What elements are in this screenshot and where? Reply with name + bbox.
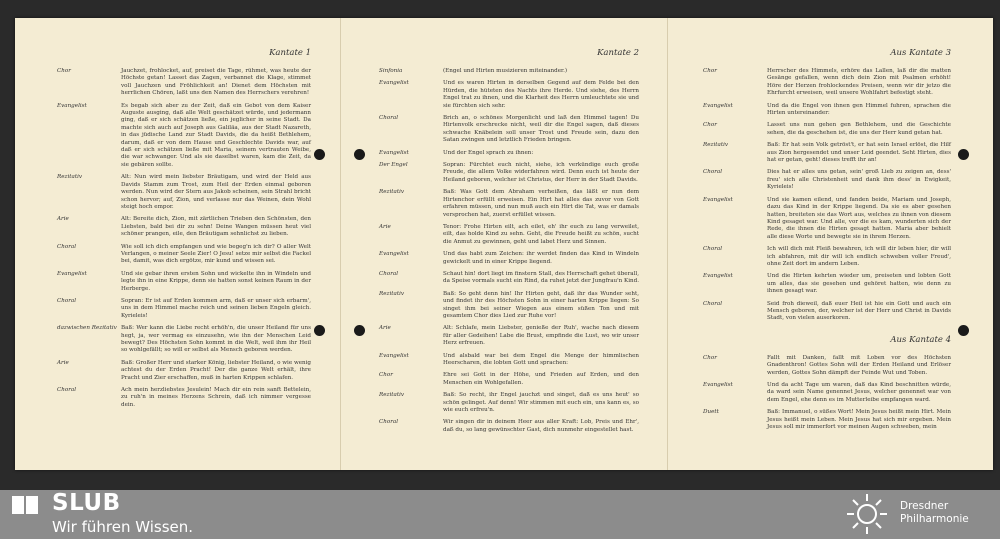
libretto-text: Und es waren Hirten in derselben Gegend auf dem Felde bei den Hürden, die hüteten des Nachts ihre Herde. Und siehe, des Herrn Engel trat zu ihnen, und die Klarheit des Herrn umleuchtete sie und sie fürchten sich sehr. [443,80,639,109]
libretto-text: Schaut hin! dort liegt im finstern Stall, des Herrschaft gehet überall, da Speise vormals sucht ein Rind, da ruhet jetzt der Jungfrau'n Kind. [443,270,639,285]
libretto-text: Ach mein herzliebstes Jesulein! Mach dir ein rein sanft Bettelein, zu ruh'n in meines Herzens Schrein, daß ich nimmer vergesse dein. [121,387,311,408]
libretto-entry [57,103,311,170]
column-title: Aus Kantate 4 [890,334,951,345]
libretto-text: Alt: Schlafe, mein Liebster, genieße der Ruh', wache nach diesem für aller Gedeihen! Labe die Brust, empfinde die Lust, wo wir unser Herz erfreuen. [443,325,639,347]
voice-label: Choral [379,270,399,277]
libretto-text: Alt: Nun wird mein liebster Bräutigam, und wird der Held aus Davids Stamm zum Trost, zum Heil der Erden einmal geboren werden. Nun wird der Stern aus Jakob scheinen, sein Strahl bricht schon hervor; auf, Zion, und verlasse nur das Weinen, dein Wohl steigt hoch empor. [121,174,311,210]
voice-label: Evangelist [703,273,733,280]
libretto-entry [57,68,311,98]
libretto-text: Fallt mit Danken, fallt mit Loben vor des Höchsten Gnadenthron! Gottes Sohn will der Erden Heiland und Erlöser werden, Gottes Sohn dämpft der Feinde Wut und Toben. [767,354,951,376]
libretto-entry [703,197,951,241]
libretto-entry [57,244,311,266]
voice-label: Choral [57,297,77,304]
libretto-entry [379,189,639,219]
voice-label: Evangelist [57,102,87,109]
libretto-entry [703,273,951,295]
voice-label: Choral [703,169,723,176]
libretto-text: Jauchzet, frohlocket, auf, preiset die Tage, rühmet, was heute der Höchste getan! Lasset das Zagen, verbannet die Klage, stimmet voll Jauchzen und Fröhlichkeit an! Dienet dem Höchsten mit herrlichen Chören, laßt uns den Namen des Herrschers verehren! [121,68,311,97]
libretto-entry [379,80,639,110]
libretto-entry [703,142,951,164]
libretto-entry [379,150,639,157]
voice-label: Evangelist [379,352,409,359]
voice-label: Chor [703,354,717,361]
voice-label: Arie [57,359,69,366]
libretto-text: Alt: Bereite dich, Zion, mit zärtlichen Trieben den Schönsten, den Liebsten, bald bei dir zu sehn! Deine Wangen müssen heut viel schöner prangen, eile, den Bräutigam sehnlichst zu lieben. [121,216,311,238]
libretto-entry [379,372,639,387]
libretto-text: Tenor: Frohe Hirten eilt, ach eilet, eh' ihr euch zu lang verweilet, eilt, das holde Kind zu sehn. Geht, die Freude heißt zu schön, sucht die Anmut zu gewinnen, geht und labet Herz und Sinnen. [443,223,639,245]
voice-label: Arie [379,223,391,230]
column-kantate-3-4 [703,48,951,436]
libretto-entry [379,325,639,347]
libretto-entry [379,419,639,434]
punch-hole [354,325,365,336]
libretto-entry [379,162,639,184]
voice-label: Evangelist [379,251,409,258]
libretto-text: Und sie kamen eilend, und fanden beide, Mariam und Joseph, dazu das Kind in der Krippe liegend. Da sie es aber gesehen hatten, breiteten sie das Wort aus, welches zu ihnen von diesem Kind gesaget war. Und alle, vor die es kam, wunderten sich der Rede, die ihnen die Hirten gesagt hatten. Maria aber behielt alle diese Worte und bewegte sie in ihrem Herzen. [767,196,951,240]
libretto-entry [703,68,951,98]
libretto-text: Baß: So geht denn hin! Ihr Hirten geht, daß ihr das Wunder seht, und findet ihr des Höchsten Sohn in einer harten Krippe liegen: So singet ihm bei seiner Wiegen aus einem süßen Ton und mit gesamtem Chor dies Lied zur Ruhe vor! [443,290,639,319]
voice-label: Evangelist [57,270,87,277]
punch-hole [958,149,969,160]
voice-label: Choral [57,243,77,250]
libretto-text: Und da die Engel von ihnen gen Himmel fuhren, sprachen die Hirten untereinander: [767,102,951,117]
voice-label: Choral [703,300,723,307]
voice-label: Duett [703,409,719,416]
voice-label: Arie [379,325,391,332]
libretto-text: Und da acht Tage um waren, daß das Kind beschnitten würde, da ward sein Name genennet Jesus, welcher genennet war von dem Engel, ehe denn es im Mutterleibe empfangen ward. [767,382,951,403]
orchestra-name-line2: Philharmonie [900,513,969,525]
library-tagline: Wir führen Wissen. [52,518,194,536]
orchestra-name [900,500,969,526]
punch-hole [354,149,365,160]
libretto-entry [57,271,311,293]
libretto-text: Ehre sei Gott in der Höhe, und Frieden auf Erden, und den Menschen ein Wohlgefallen. [443,372,639,386]
libretto-text: Wie soll ich dich empfangen und wie begeg'n ich dir? O aller Welt Verlangen, o meiner Seele Zier! O Jesu! setze mir selbst die Fackel bei, damit, was dich ergötze, mir kund und wissen sei. [121,243,312,265]
libretto-text: Lasset uns nun gehen gen Bethlehem, und die Geschichte sehen, die da geschehen ist, die uns der Herr kund getan hat. [767,122,951,136]
libretto-text: Baß: Immanuel, o süßes Wort! Mein Jesus heißt mein Hirt. Mein Jesus heißt mein Leben. Mein Jesus hat sich mir ergeben. Mein Jesus soll mir immerfort vor meinen Augen schweben, mein [767,409,951,431]
voice-label: Sinfonia [379,68,403,74]
voice-label: Evangelist [703,382,733,388]
fold-line-left [340,18,341,470]
libretto-entry [57,298,311,320]
punch-hole [314,149,325,160]
column-title: Aus Kantate 3 [890,48,951,58]
column-kantate-1 [57,48,311,414]
libretto-entry [57,387,311,409]
voice-label: Arie [57,216,69,223]
philharmonie-logo-icon [842,492,892,536]
libretto-entry [379,392,639,414]
voice-label: Chor [57,68,71,74]
libretto-text: Seid froh dieweil, daß euer Heil ist hie ein Gott und auch ein Mensch geboren, der, welcher ist der Herr und Christ in Davids Stadt, von vielen auserkoren. [767,300,951,322]
libretto-text: (Engel und Hirten musizieren miteinander.) [443,68,568,74]
voice-label: Chor [703,68,717,74]
libretto-entry [379,115,639,145]
voice-label: Evangelist [379,149,409,156]
libretto-entry [379,291,639,321]
libretto-text: Und sie gebar ihren ersten Sohn und wickelte ihn in Windeln und legte ihn in eine Krippe, denn sie hatten sonst keinen Raum in der Herberge. [121,270,311,292]
libretto-text: Herrscher des Himmels, erhöre das Lallen, laß dir die matten Gesänge gefallen, wenn dich dein Zion mit Psalmen erhöht! Höre der Herzen frohlockendes Preisen, wenn wir dir jetzo die Ehrfurcht erweisen, weil unsere Wohlfahrt befestigt steht. [767,68,951,97]
voice-label: Choral [57,387,77,394]
voice-label: Chor [703,122,717,129]
libretto-text: Es begab sich aber zu der Zeit, daß ein Gebot von dem Kaiser Auguste ausging, daß alle Welt geschätzet würde, und jedermann ging, daß er sich schätzen ließe, ein jeglicher in seine Stadt. Da machte sich auch auf Joseph aus Galiläa, aus der Stadt Nazareth, in das jüdische Land zur Stadt Davids, die da heißt Bethlehem, darum, daß er von dem Hause und Geschlechte Davids war, auf daß er sich schätzen ließe mit Maria, seinem vertrauten Weibe, die war schwanger. Und als sie daselbst waren, kam die Zeit, da sie gebären sollte. [121,102,311,168]
libretto-entry [379,271,639,286]
libretto-text: Brich an, o schönes Morgenlicht und laß den Himmel tagen! Du Hirtenvolk erschrecke nicht, weil dir die Engel sagen, daß dieses schwache Knäbelein soll unser Trost und Freude sein, dazu den Satan zwingen und letztlich Frieden bringen. [443,115,639,144]
libretto-text: Und alsbald war bei dem Engel die Menge der himmlischen Heerscharen, die lobten Gott und sprachen: [443,352,639,366]
voice-label: Choral [379,115,399,122]
libretto-text: Und der Engel sprach zu ihnen: [443,149,534,156]
libretto-entry [57,216,311,238]
voice-label: Evangelist [379,80,409,87]
libretto-text: Baß: So recht, ihr Engel jauchzt und singet, daß es uns heut' so schön gelinget. Auf denn! Wir stimmen mit euch ein, uns kann es, so wie euch erfreu'n. [443,392,639,414]
column-title: Kantate 2 [597,48,639,58]
libretto-text: Sopran: Er ist auf Erden kommen arm, daß er unser sich erbarm', uns in dem Himmel mache reich und seinen lieben Engeln gleich. Kyrieleis! [121,297,311,319]
libretto-entry [57,174,311,211]
column-title: Kantate 1 [269,48,311,58]
libretto-text: Ich will dich mit Fleiß bewahren, ich will dir leben hier, dir will ich abfahren, mit dir will ich endlich schweben voller Freud', ohne Zeit dort im andern Leben. [767,246,951,267]
libretto-entry [703,122,951,137]
slub-book-icon [10,494,40,516]
voice-label: Der Engel [379,162,408,169]
libretto-entry [703,355,951,377]
libretto-text: Und das habt zum Zeichen: ihr werdet finden das Kind in Windeln gewickelt und in einer Krippe liegend. [443,251,639,265]
libretto-text: Baß: Er hat sein Volk getröst't, er hat sein Israel erlöst, die Hilf aus Zion hergesendet und unser Leid geendet. Seht Hirten, dies hat er getan, geht! dieses trefft ihr an! [767,142,951,164]
libretto-entry [379,353,639,368]
libretto-entry [703,301,951,323]
libretto-text: Sopran: Fürchtet euch nicht, siehe, ich verkündige euch große Freude, die allem Volke widerfahren wird. Denn euch ist heute der Heiland geboren, welcher ist Christus, der Herr in der Stadt Davids. [443,162,639,183]
punch-hole [958,325,969,336]
libretto-entry [703,382,951,404]
libretto-text: Dies hat er alles uns getan, sein' groß Lieb zu zeigen an, dess' freu' sich alle Christenheit und dank ihm dess' in Ewigkeit, Kyrieleis! [767,169,951,191]
voice-label: dazwischen Rezitativ [57,325,117,332]
libretto-text: Baß: Was Gott dem Abraham verheißen, das läßt er nun dem Hirtenchor erfüllt erweisen. Ein Hirt hat alles das zuvor von Gott erfahren müssen, und nun muß auch ein Hirt die Tat, was er damals versprochen hat, zuerst erfüllet wissen. [443,189,639,218]
voice-label: Rezitativ [703,142,729,149]
orchestra-name-line1: Dresdner [900,500,949,512]
voice-label: Rezitativ [379,290,405,297]
libretto-text: Und die Hirten kehrten wieder um, preiseten und lobten Gott um alles, das sie gesehen und gehöret hatten, wie denn zu ihnen gesagt war. [767,273,951,295]
libretto-text: Baß: Wer kann die Liebe recht erhöh'n, die unser Heiland für uns hegt, ja, wer vermag es einzusehn, wie ihn der Menschen Leid bewegt? Des Höchsten Sohn kommt in die Welt, weil ihm ihr Heil so wohlgefällt; so will er selbst als Mensch geboren werden. [121,325,311,354]
libretto-entry [379,251,639,266]
punch-hole [314,325,325,336]
libretto-entry [57,360,311,382]
voice-label: Rezitativ [379,392,405,399]
libretto-entry [379,68,639,75]
voice-label: Chor [379,372,393,379]
libretto-entry [703,103,951,118]
libretto-entry [703,169,951,191]
fold-line-right [667,18,668,470]
column-kantate-2 [379,48,639,439]
libretto-entry [703,246,951,268]
voice-label: Evangelist [703,102,733,109]
libretto-text: Baß: Großer Herr und starker König, liebster Heiland, o wie wenig achtest du der Erden Pracht! Der die ganze Welt erhält, ihre Pracht und Zier erschaffen, muß in harten Krippen schlafen. [121,359,312,381]
voice-label: Choral [379,419,399,426]
library-name: SLUB [52,490,121,516]
voice-label: Evangelist [703,196,733,203]
libretto-entry [703,409,951,431]
voice-label: Choral [703,246,723,253]
voice-label: Rezitativ [379,189,405,196]
libretto-entry [379,224,639,246]
libretto-text: Wir singen dir in deinem Heer aus aller Kraft: Lob, Preis und Ehr', daß du, so lang gewünschter Gast, dich nunmehr eingestellet hast. [443,419,639,433]
libretto-entry [57,325,311,355]
voice-label: Rezitativ [57,174,83,181]
program-sheet [15,18,993,470]
